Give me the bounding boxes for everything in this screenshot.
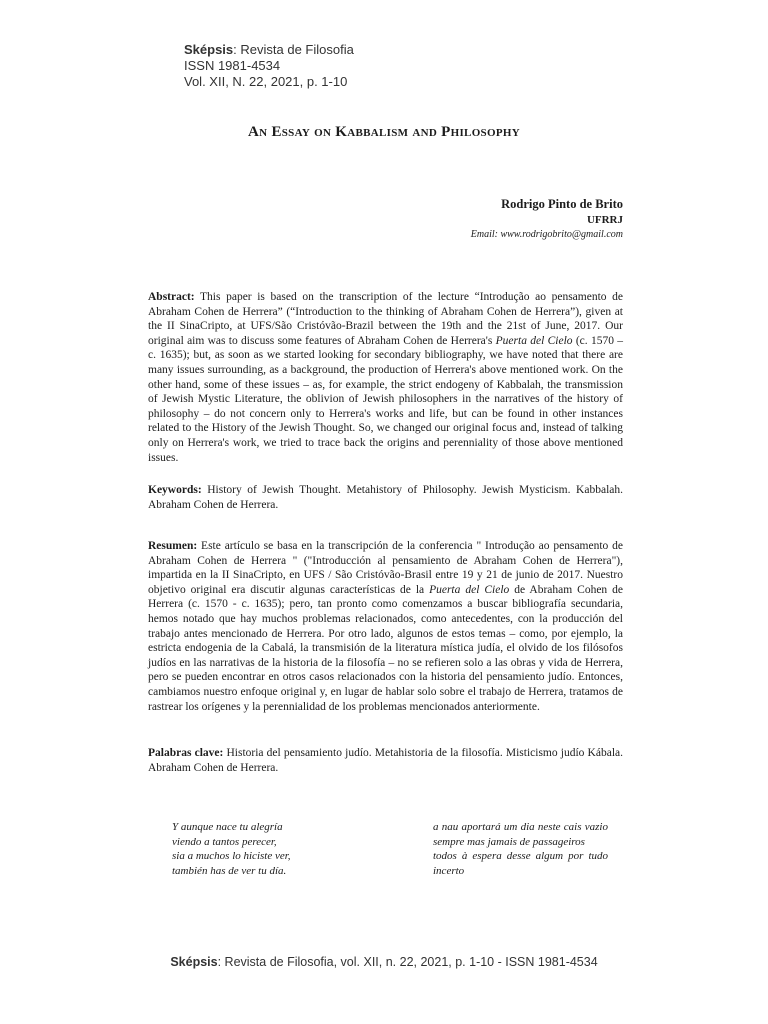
abstract: [148, 290, 623, 465]
abstract-label: Abstract:: [148, 291, 195, 303]
journal-name-line: [184, 42, 354, 58]
keywords: [148, 483, 623, 512]
epigraph-line: también has de ver tu día.: [172, 864, 287, 877]
epigraph-line: a nau aportará um dia neste cais vazio sempre mas jamais de passageiros: [433, 821, 611, 848]
epigraph-line: viendo a tantos perecer,: [172, 835, 277, 848]
resumen-work-title: Puerta del Cielo: [429, 583, 510, 596]
palabras-clave: [148, 746, 623, 775]
abstract-text-1: This paper is based on the transcription of the lecture “Introdução ao pensamento de Abraham Cohen de Herrera” (“Introduction to the thinking of Abraham Cohen de Herrera”), given at the II SinaCripto, at UFS/São Cristóvão-Brazil between the 19th and the 21st of June, 2017. Our original aim was to discuss some features of Abraham Cohen de Herrera's: [148, 291, 623, 347]
author-email: Email: www.rodrigobrito@gmail.com: [470, 229, 623, 240]
palabras-clave-label: Palabras clave:: [148, 747, 224, 759]
resumen-text-1: Este artículo se basa en la transcripción de la conferencia " Introdução ao pensamento de Abraham Cohen de Herrera " ("Introducción al pensamiento de Abraham Cohen de Herrera"), impartida en la II SinaCripto, en UFS / São Cristóvão-Brasil entre 19 y 21 de junio de 2017. Nuestro objetivo original era discutir algunas características de la: [148, 540, 623, 596]
resumen-text-2: de Abraham Cohen de Herrera (c. 1570 - c. 1635); pero, tan pronto como comenzamos a buscar bibliografía secundaria, hemos notado que hay muchos problemas relacionados, como antecedentes, con la producción del trabajo antes mencionado de Herrera. Por otro lado, algunos de estos temas – como, por ejemplo, la estricta endogenia de la Cabalá, la transmisión de la literatura mística judía, el olvido de los filósofos judíos en las narrativas de la historia de la filosofía – no se refieren solo a las obras y vida de Herrera, pero se pueden encontrar en otros casos relacionados con la historia del pensamiento judío. Entonces, cambiamos nuestro enfoque original y, en lugar de hablar solo sobre el trabajo de Herrera, tratamos de rastrear los orígenes y la perennialidad de los problemas mencionados anteriormente.: [148, 583, 623, 713]
resumen-label: Resumen:: [148, 540, 198, 552]
author-name: Rodrigo Pinto de Brito: [501, 197, 623, 211]
epigraph-line: sia a muchos lo hiciste ver,: [172, 850, 291, 862]
journal-header: [184, 42, 354, 90]
epigraph-portuguese: [433, 820, 611, 878]
palabras-clave-text: Historia del pensamiento judío. Metahistoria de la filosofía. Misticismo judío Kábala. Abraham Cohen de Herrera.: [148, 747, 623, 774]
author-block: [471, 196, 623, 242]
abstract-work-title: Puerta del Cielo: [495, 334, 573, 347]
journal-name: Sképsis: [184, 42, 234, 57]
footer-text: : Revista de Filosofia, vol. XII, n. 22, 2021, p. 1-10 - ISSN 1981-4534: [217, 955, 598, 969]
author-affiliation: UFRRJ: [586, 214, 623, 226]
abstract-text-2: (c. 1570 – c. 1635); but, as soon as we started looking for secondary bibliography, we have noted that there are many issues surrounding, as a background, the production of Herrera's above mentioned work. On the other hand, some of these issues – as, for example, the strict endogeny of Kabbalah, the transmission of Jewish Mystic Literature, the oblivion of Jewish philosophers in the narratives of the history of philosophy – do not concern only to Herrera's works and life, but can be found in other instances related to the History of the Jewish Thought. So, we changed our original focus and, instead of talking only on Herrera's work, we tried to trace back the origins and perenniality of those above mentioned issues.: [148, 334, 624, 464]
page-footer: [0, 955, 768, 969]
keywords-label: Keywords:: [148, 484, 202, 496]
issn: ISSN 1981-4534: [184, 58, 281, 73]
footer-journal-name: Sképsis: [170, 955, 218, 969]
resumen: [148, 539, 623, 714]
keywords-text: History of Jewish Thought. Metahistory of Philosophy. Jewish Mysticism. Kabbalah. Abraham Cohen de Herrera.: [148, 484, 623, 511]
volume-info: Vol. XII, N. 22, 2021, p. 1-10: [184, 74, 348, 89]
journal-subtitle: : Revista de Filosofia: [233, 42, 354, 57]
epigraph-line: todos à espera desse algum por tudo incerto: [433, 850, 611, 877]
paper-title: An Essay on Kabbalism and Philosophy: [248, 124, 520, 140]
epigraph-line: Y aunque nace tu alegría: [172, 821, 283, 833]
epigraph-spanish: [172, 820, 372, 878]
